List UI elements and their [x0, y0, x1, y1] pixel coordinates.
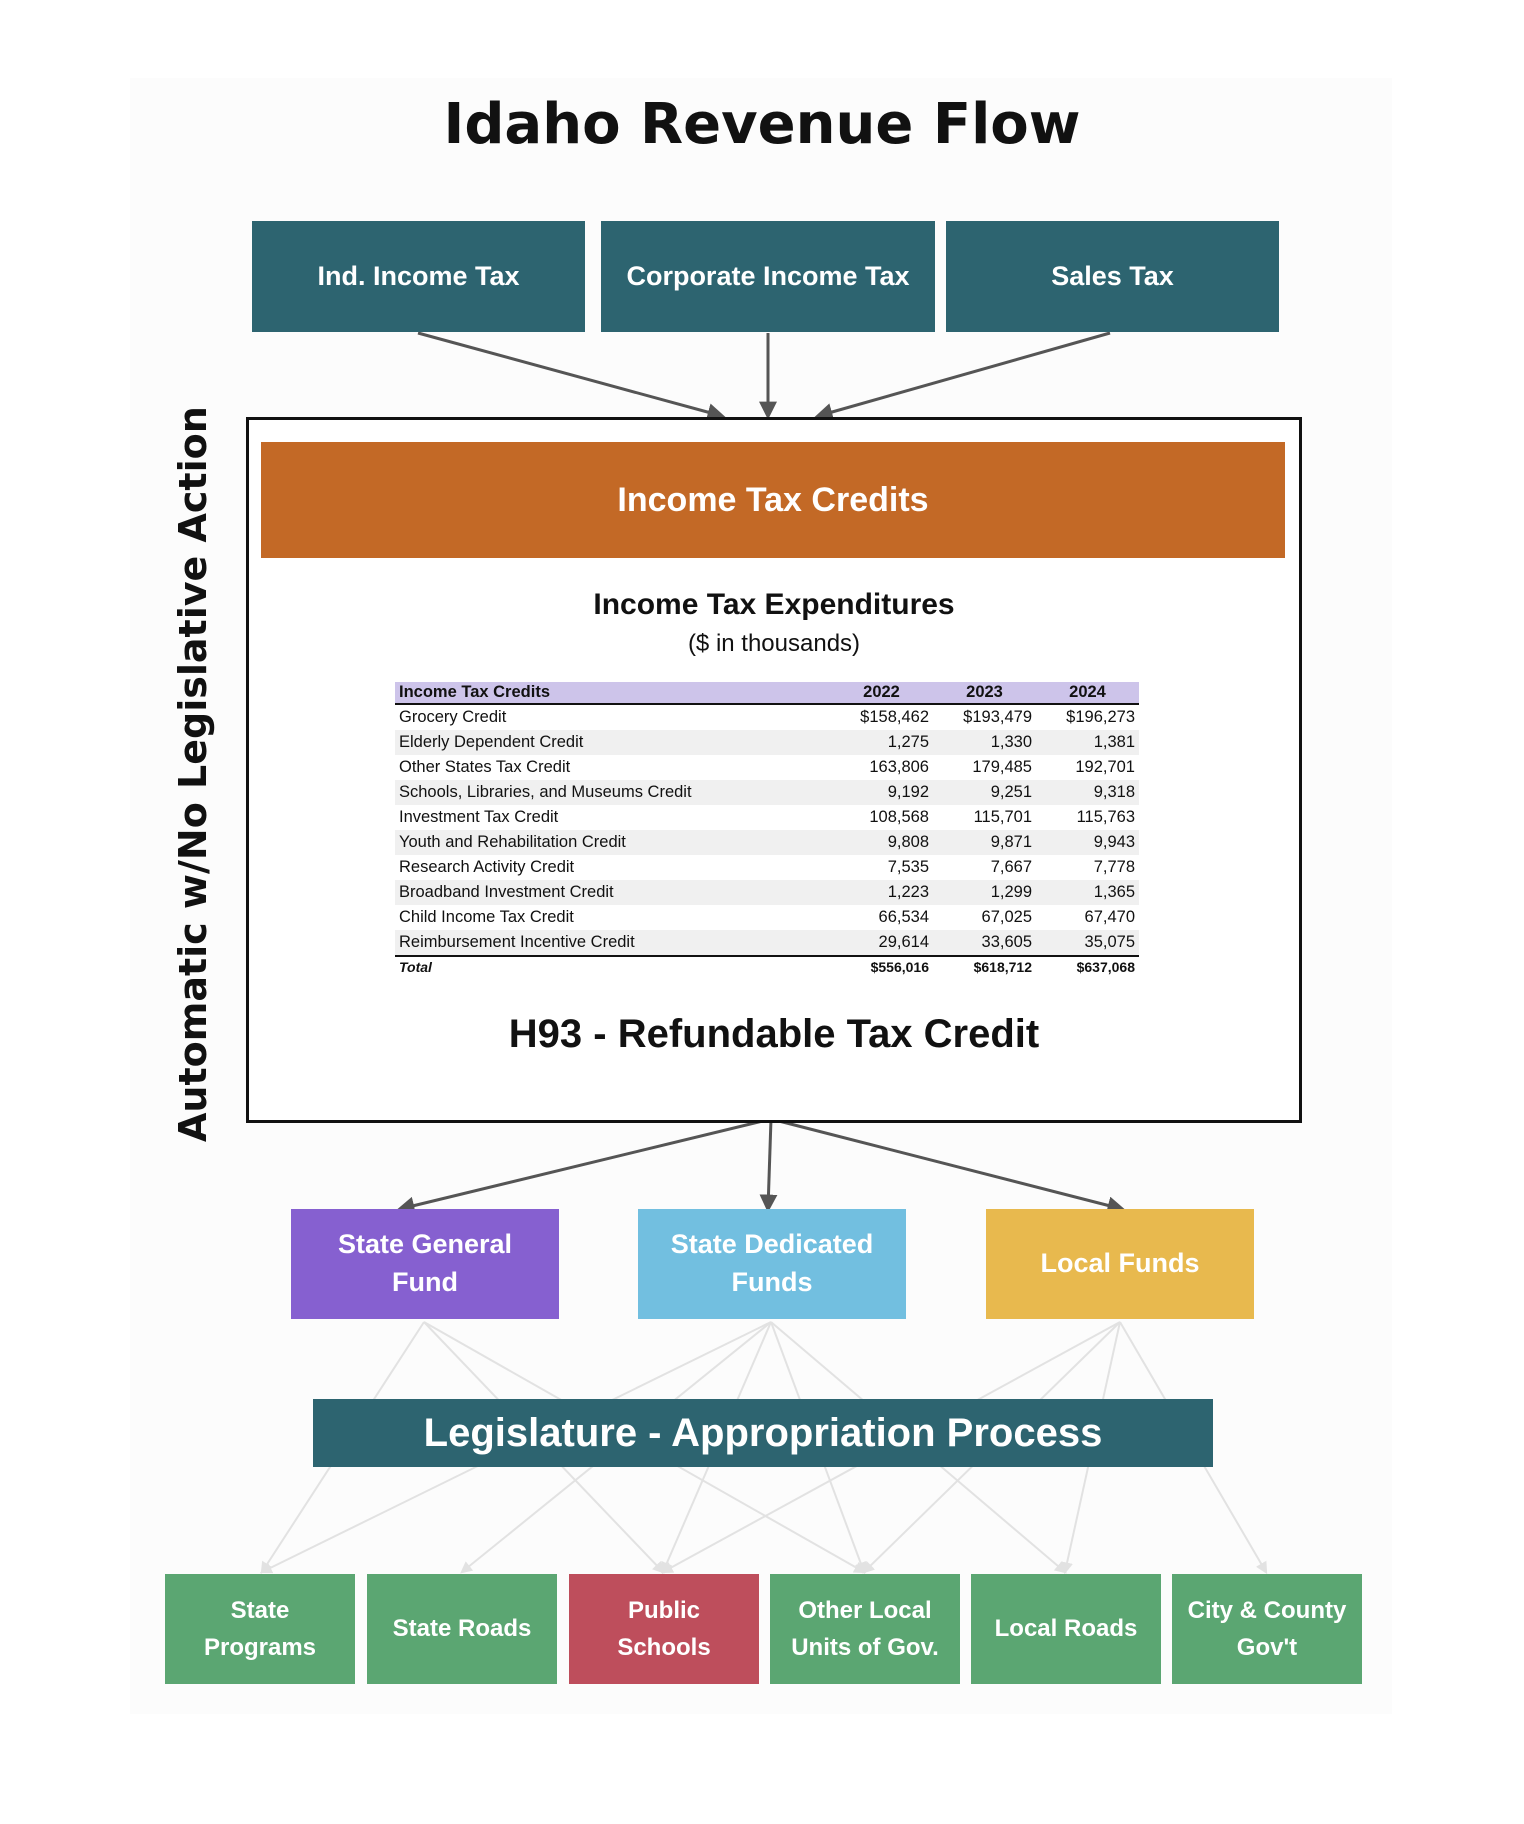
expenditures-subtitle: ($ in thousands)	[687, 630, 861, 657]
credit-value: 7,778	[1093, 858, 1135, 876]
credit-value: 33,605	[933, 930, 1036, 956]
fund-label-line1: State Dedicated	[670, 1229, 874, 1260]
column-header: 2022	[830, 682, 933, 704]
credit-name: Other States Tax Credit	[399, 758, 571, 776]
dest-other-local-units	[770, 1574, 960, 1684]
source-corporate-income-tax: Corporate Income Tax	[601, 221, 935, 332]
credit-name: Research Activity Credit	[399, 858, 575, 876]
column-header: 2023	[933, 682, 1036, 704]
total-value: $556,016	[830, 956, 933, 977]
dest-label-line1: City & County	[1187, 1596, 1347, 1624]
legislature-banner: Legislature - Appropriation Process	[313, 1399, 1213, 1467]
credit-value: $158,462	[860, 708, 929, 726]
dest-label-line1: Other Local	[798, 1596, 932, 1624]
fund-state-dedicated	[638, 1209, 906, 1319]
table-header-row	[395, 682, 1139, 704]
table-row	[395, 780, 1139, 805]
credit-value: 1,223	[830, 880, 933, 905]
dest-state-programs	[165, 1574, 355, 1684]
expenditures-title: Income Tax Expenditures	[593, 588, 955, 621]
table-row	[395, 905, 1139, 930]
table-row	[395, 880, 1139, 905]
credit-value: 1,381	[1036, 730, 1139, 755]
income-tax-credits-panel	[246, 417, 1302, 1123]
table-row	[395, 855, 1139, 880]
credit-value: 66,534	[878, 908, 929, 926]
credit-value: 67,470	[1084, 908, 1135, 926]
dest-local-roads	[971, 1574, 1161, 1684]
credit-value: 7,667	[990, 858, 1032, 876]
credits-banner: Income Tax Credits	[261, 442, 1285, 558]
credit-value: $193,479	[963, 708, 1032, 726]
fund-label-line1: State General	[337, 1229, 513, 1260]
credit-name: Schools, Libraries, and Museums Credit	[395, 780, 830, 805]
credit-value: 9,192	[830, 780, 933, 805]
credit-value: $196,273	[1066, 708, 1135, 726]
credit-value: 29,614	[830, 930, 933, 956]
dest-label-line2: Gov't	[1236, 1634, 1298, 1661]
dest-label-line2: Units of Gov.	[791, 1634, 939, 1661]
total-value: $618,712	[933, 956, 1036, 977]
credit-value: 192,701	[1075, 758, 1135, 776]
dest-state-roads	[367, 1574, 557, 1684]
fund-state-general	[291, 1209, 559, 1319]
credit-name: Investment Tax Credit	[399, 808, 559, 826]
credit-value: 1,330	[933, 730, 1036, 755]
fund-label-line2: Fund	[392, 1267, 458, 1297]
source-ind-income-tax: Ind. Income Tax	[252, 221, 585, 332]
expenditures-table	[395, 682, 1139, 977]
dest-public-schools	[569, 1574, 759, 1684]
h93-label: H93 - Refundable Tax Credit	[508, 1012, 1040, 1056]
table-row	[395, 830, 1139, 855]
credit-name: Reimbursement Incentive Credit	[395, 930, 830, 956]
total-row	[395, 956, 1139, 977]
dest-label-line2: Programs	[203, 1634, 317, 1661]
credit-value: 1,299	[933, 880, 1036, 905]
dest-label-line1: Local Roads	[994, 1615, 1138, 1643]
credit-value: 115,701	[973, 808, 1032, 826]
credit-name: Elderly Dependent Credit	[395, 730, 830, 755]
credit-value: 1,365	[1036, 880, 1139, 905]
table-row	[395, 704, 1139, 730]
credit-value: 9,808	[830, 830, 933, 855]
total-label: Total	[395, 956, 830, 977]
credit-value: 67,025	[981, 908, 1032, 926]
fund-label-line2: Funds	[731, 1267, 813, 1297]
table-row	[395, 805, 1139, 830]
credit-value: 108,568	[869, 808, 929, 826]
table-row	[395, 755, 1139, 780]
credit-value: 35,075	[1036, 930, 1139, 956]
dest-label-line1: Public	[627, 1596, 700, 1624]
column-header: 2024	[1036, 682, 1139, 704]
dest-label-line1: State	[230, 1596, 290, 1624]
table-row	[395, 730, 1139, 755]
fund-label-line1: Local Funds	[1040, 1248, 1200, 1279]
credit-name: Child Income Tax Credit	[399, 908, 574, 926]
credit-name: Grocery Credit	[399, 708, 507, 726]
column-header: Income Tax Credits	[395, 682, 830, 704]
credit-value: 7,535	[887, 858, 929, 876]
dest-label-line1: State Roads	[392, 1615, 532, 1643]
credit-name: Youth and Rehabilitation Credit	[395, 830, 830, 855]
credit-value: 9,871	[933, 830, 1036, 855]
credit-value: 9,318	[1036, 780, 1139, 805]
dest-city-county-govt	[1172, 1574, 1362, 1684]
credit-value: 179,485	[972, 758, 1032, 776]
credit-value: 9,251	[933, 780, 1036, 805]
credit-value: 115,763	[1076, 808, 1135, 826]
side-label: Automatic w/No Legislative Action	[171, 406, 215, 1142]
total-value: $637,068	[1036, 956, 1139, 977]
credit-name: Broadband Investment Credit	[395, 880, 830, 905]
credit-value: 1,275	[830, 730, 933, 755]
source-sales-tax: Sales Tax	[946, 221, 1279, 332]
diagram-title: Idaho Revenue Flow	[443, 92, 1081, 157]
credit-value: 9,943	[1036, 830, 1139, 855]
dest-label-line2: Schools	[617, 1634, 711, 1661]
credit-value: 163,806	[869, 758, 929, 776]
fund-local	[986, 1209, 1254, 1319]
table-row	[395, 930, 1139, 956]
